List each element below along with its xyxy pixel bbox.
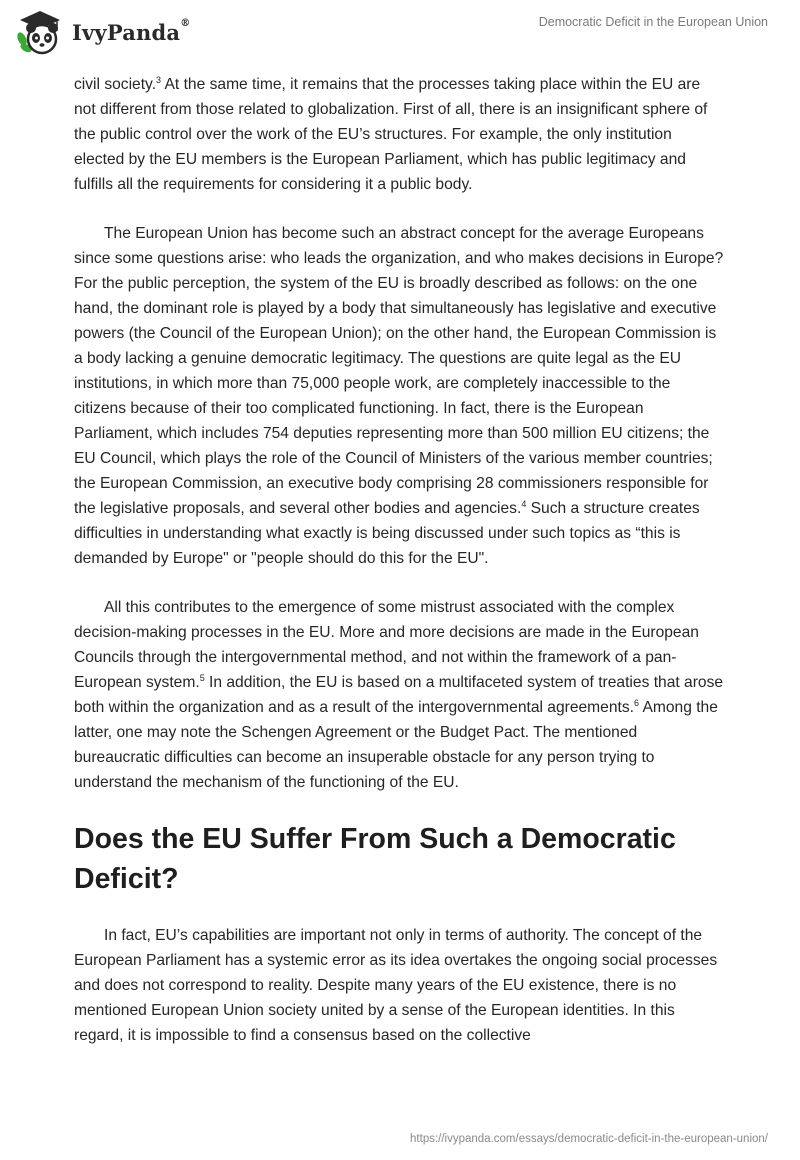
paragraph-1-text-b: At the same time, it remains that the processes taking place within the EU are not different from those related to globalization. First of all, there is an insignificant sphere of the public control over the work of the EU’s structures. For example, the only institution elected by the EU members is the European Parliament, which has public legitimacy and fulfills all the requirements for considering it a public body. xyxy=(74,76,708,193)
section-heading: Does the EU Suffer From Such a Democratic Deficit? xyxy=(74,823,676,895)
paragraph-4: In fact, EU’s capabilities are important not only in terms of authority. The concept of the European Parliament has a systemic error as its idea overtakes the ongoing social processes and does not correspond to reality. Despite many years of the EU existence, there is no mentioned European Union society united by a sense of the European identities. In this regard, it is impossible to find a consensus based on the collective xyxy=(74,927,718,1044)
brand-text: IvyPanda xyxy=(72,19,181,45)
panda-graduation-cap-icon xyxy=(14,9,66,55)
footnote-ref-5[interactable]: 5 xyxy=(199,672,205,683)
paragraph-3-text-b: In addition, the EU is based on a multifaceted system of treaties that arose both within the organization and as a result of the intergovernmental agreements. xyxy=(74,674,724,716)
page-header xyxy=(0,0,800,62)
paragraph-1-text-a: civil society. xyxy=(74,76,157,93)
paragraph-1 xyxy=(74,72,726,197)
paragraph-3-text-c: Among the latter, one may note the Schengen Agreement or the Budget Pact. The mentioned bureaucratic difficulties can become an insuperable obstacle for any person trying to understand the mechanism of the functioning of the EU. xyxy=(74,699,718,791)
footnote-ref-6[interactable]: 6 xyxy=(633,697,639,708)
paragraph-3 xyxy=(74,595,726,795)
ivypanda-logo[interactable] xyxy=(14,8,190,56)
paragraph-2 xyxy=(74,221,726,571)
essay-body xyxy=(74,72,726,1072)
footnote-ref-3[interactable]: 3 xyxy=(156,74,162,85)
registered-mark: ® xyxy=(180,17,191,29)
document-title: Democratic Deficit in the European Union xyxy=(538,15,768,29)
paragraph-2-text-a: The European Union has become such an abstract concept for the average Europeans since some questions arise: who leads the organization, and who makes decisions in Europe? For the public perception, the system of the EU is broadly described as follows: on the one hand, the dominant role is played by a body that simultaneously has legislative and executive powers (the Council of the European Union); on the other hand, the European Commission is a body lacking a genuine democratic legitimacy. The questions are quite legal as the EU institutions, in which more than 75,000 people work, are completely inaccessible to the citizens because of their too complicated functioning. In fact, there is the European Parliament, which includes 754 deputies representing more than 500 million EU citizens; the EU Council, which plays the role of the Council of Ministers of the various member countries; the European Commission, an executive body comprising 28 commissioners responsible for the legislative proposals, and several other bodies and agencies. xyxy=(74,225,724,517)
footnote-ref-4[interactable]: 4 xyxy=(521,498,527,509)
brand-name xyxy=(72,17,191,45)
paragraph-3-text-a: All this contributes to the emergence of some mistrust associated with the complex decision-making processes in the EU. More and more decisions are made in the European Councils through the intergovernmental method, and not within the framework of a pan-European system. xyxy=(74,599,699,691)
source-url[interactable]: https://ivypanda.com/essays/democratic-deficit-in-the-european-union/ xyxy=(410,1133,768,1145)
paragraph-2-text-b: Such a structure creates difficulties in understanding what exactly is being discussed under such topics as “this is demanded by Europe" or "people should do this for the EU". xyxy=(74,500,700,567)
